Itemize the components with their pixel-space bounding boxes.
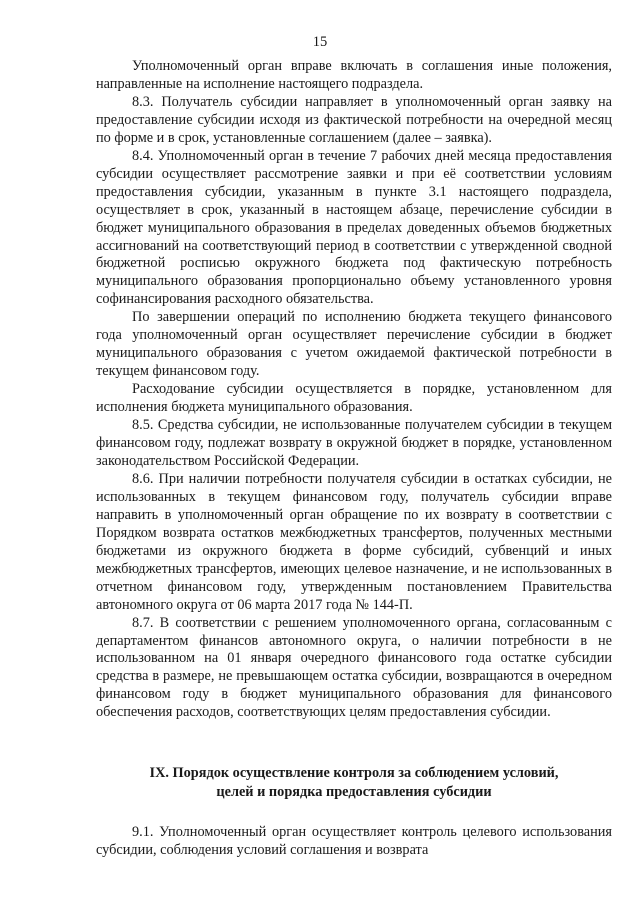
section-ix-body: [96, 823, 612, 859]
paragraph-8-4: 8.4. Уполномоченный орган в течение 7 рабочих дней месяца предоставления субсидии осуществляет рассмотрение заявки и при её соответствии условиям предоставления субсидии, указанным в пункте 3.1 настоящего подраздела, осуществляет в срок, указанный в настоящем абзаце, перечисление субсидии в бюджет муниципального образования в пределах доведенных объемов бюджетных ассигнований на соответствующий период в соответствии с утвержденной сводной бюджетной росписью окружного бюджета под фактическую потребность муниципального образования пропорционально объему установленного уровня софинансирования расходного обязательства.: [96, 147, 612, 308]
paragraph-8-6: 8.6. При наличии потребности получателя субсидии в остатках субсидии, не использованных в текущем финансовом году, получатель субсидии вправе направить в уполномоченный орган обращение по их возврату в соответствии с Порядком возврата остатков межбюджетных трансфертов, полученных местными бюджетами из окружного бюджета в форме субсидий, субвенций и иных межбюджетных трансфертов, имеющих целевое назначение, и не использованных в отчетном финансовом году, утвержденным постановлением Правительства автономного округа от 06 марта 2017 года № 144-П.: [96, 470, 612, 613]
section-heading-line-2: целей и порядка предоставления субсидии: [216, 784, 492, 800]
paragraph-8-5: 8.5. Средства субсидии, не использованные получателем субсидии в текущем финансовом году, подлежат возврату в окружной бюджет в порядке, установленном законодательством Российской Федерации.: [96, 417, 612, 469]
page-number: 15: [312, 34, 328, 50]
section-heading-ix: [96, 764, 612, 802]
body-text: [96, 58, 612, 722]
section-heading-line-1: IX. Порядок осуществление контроля за соблюдением условий,: [149, 765, 559, 781]
paragraph-8-3: 8.3. Получатель субсидии направляет в уполномоченный орган заявку на предоставление субсидии исходя из фактической потребности на очередной месяц по форме и в срок, установленные соглашением (далее – заявка).: [96, 93, 612, 146]
paragraph-intro: Уполномоченный орган вправе включать в соглашения иные положения, направленные на исполнение настоящего подраздела.: [96, 58, 612, 92]
paragraph-expenditure: Расходование субсидии осуществляется в порядке, установленном для исполнения бюджета муниципального образования.: [96, 381, 612, 416]
paragraph-8-7: 8.7. В соответствии с решением уполномоченного органа, согласованным с департаментом финансов автономного округа, о наличии потребности в не использованном на 01 января очередного финансового года остатке субсидии средства в размере, не превышающем остатка субсидии, возвращаются в очередном финансовом году в бюджет муниципального образования для финансового обеспечения расходов, соответствующих целям предоставления субсидии.: [96, 614, 612, 721]
paragraph-budget-completion: По завершении операций по исполнению бюджета текущего финансового года уполномоченный орган осуществляет перечисление субсидии в бюджет муниципального образования с учетом ожидаемой фактической потребности в текущем финансовом году.: [96, 309, 612, 380]
paragraph-9-1: 9.1. Уполномоченный орган осуществляет контроль целевого использования субсидии, соблюдения условий соглашения и возврата: [96, 824, 612, 858]
